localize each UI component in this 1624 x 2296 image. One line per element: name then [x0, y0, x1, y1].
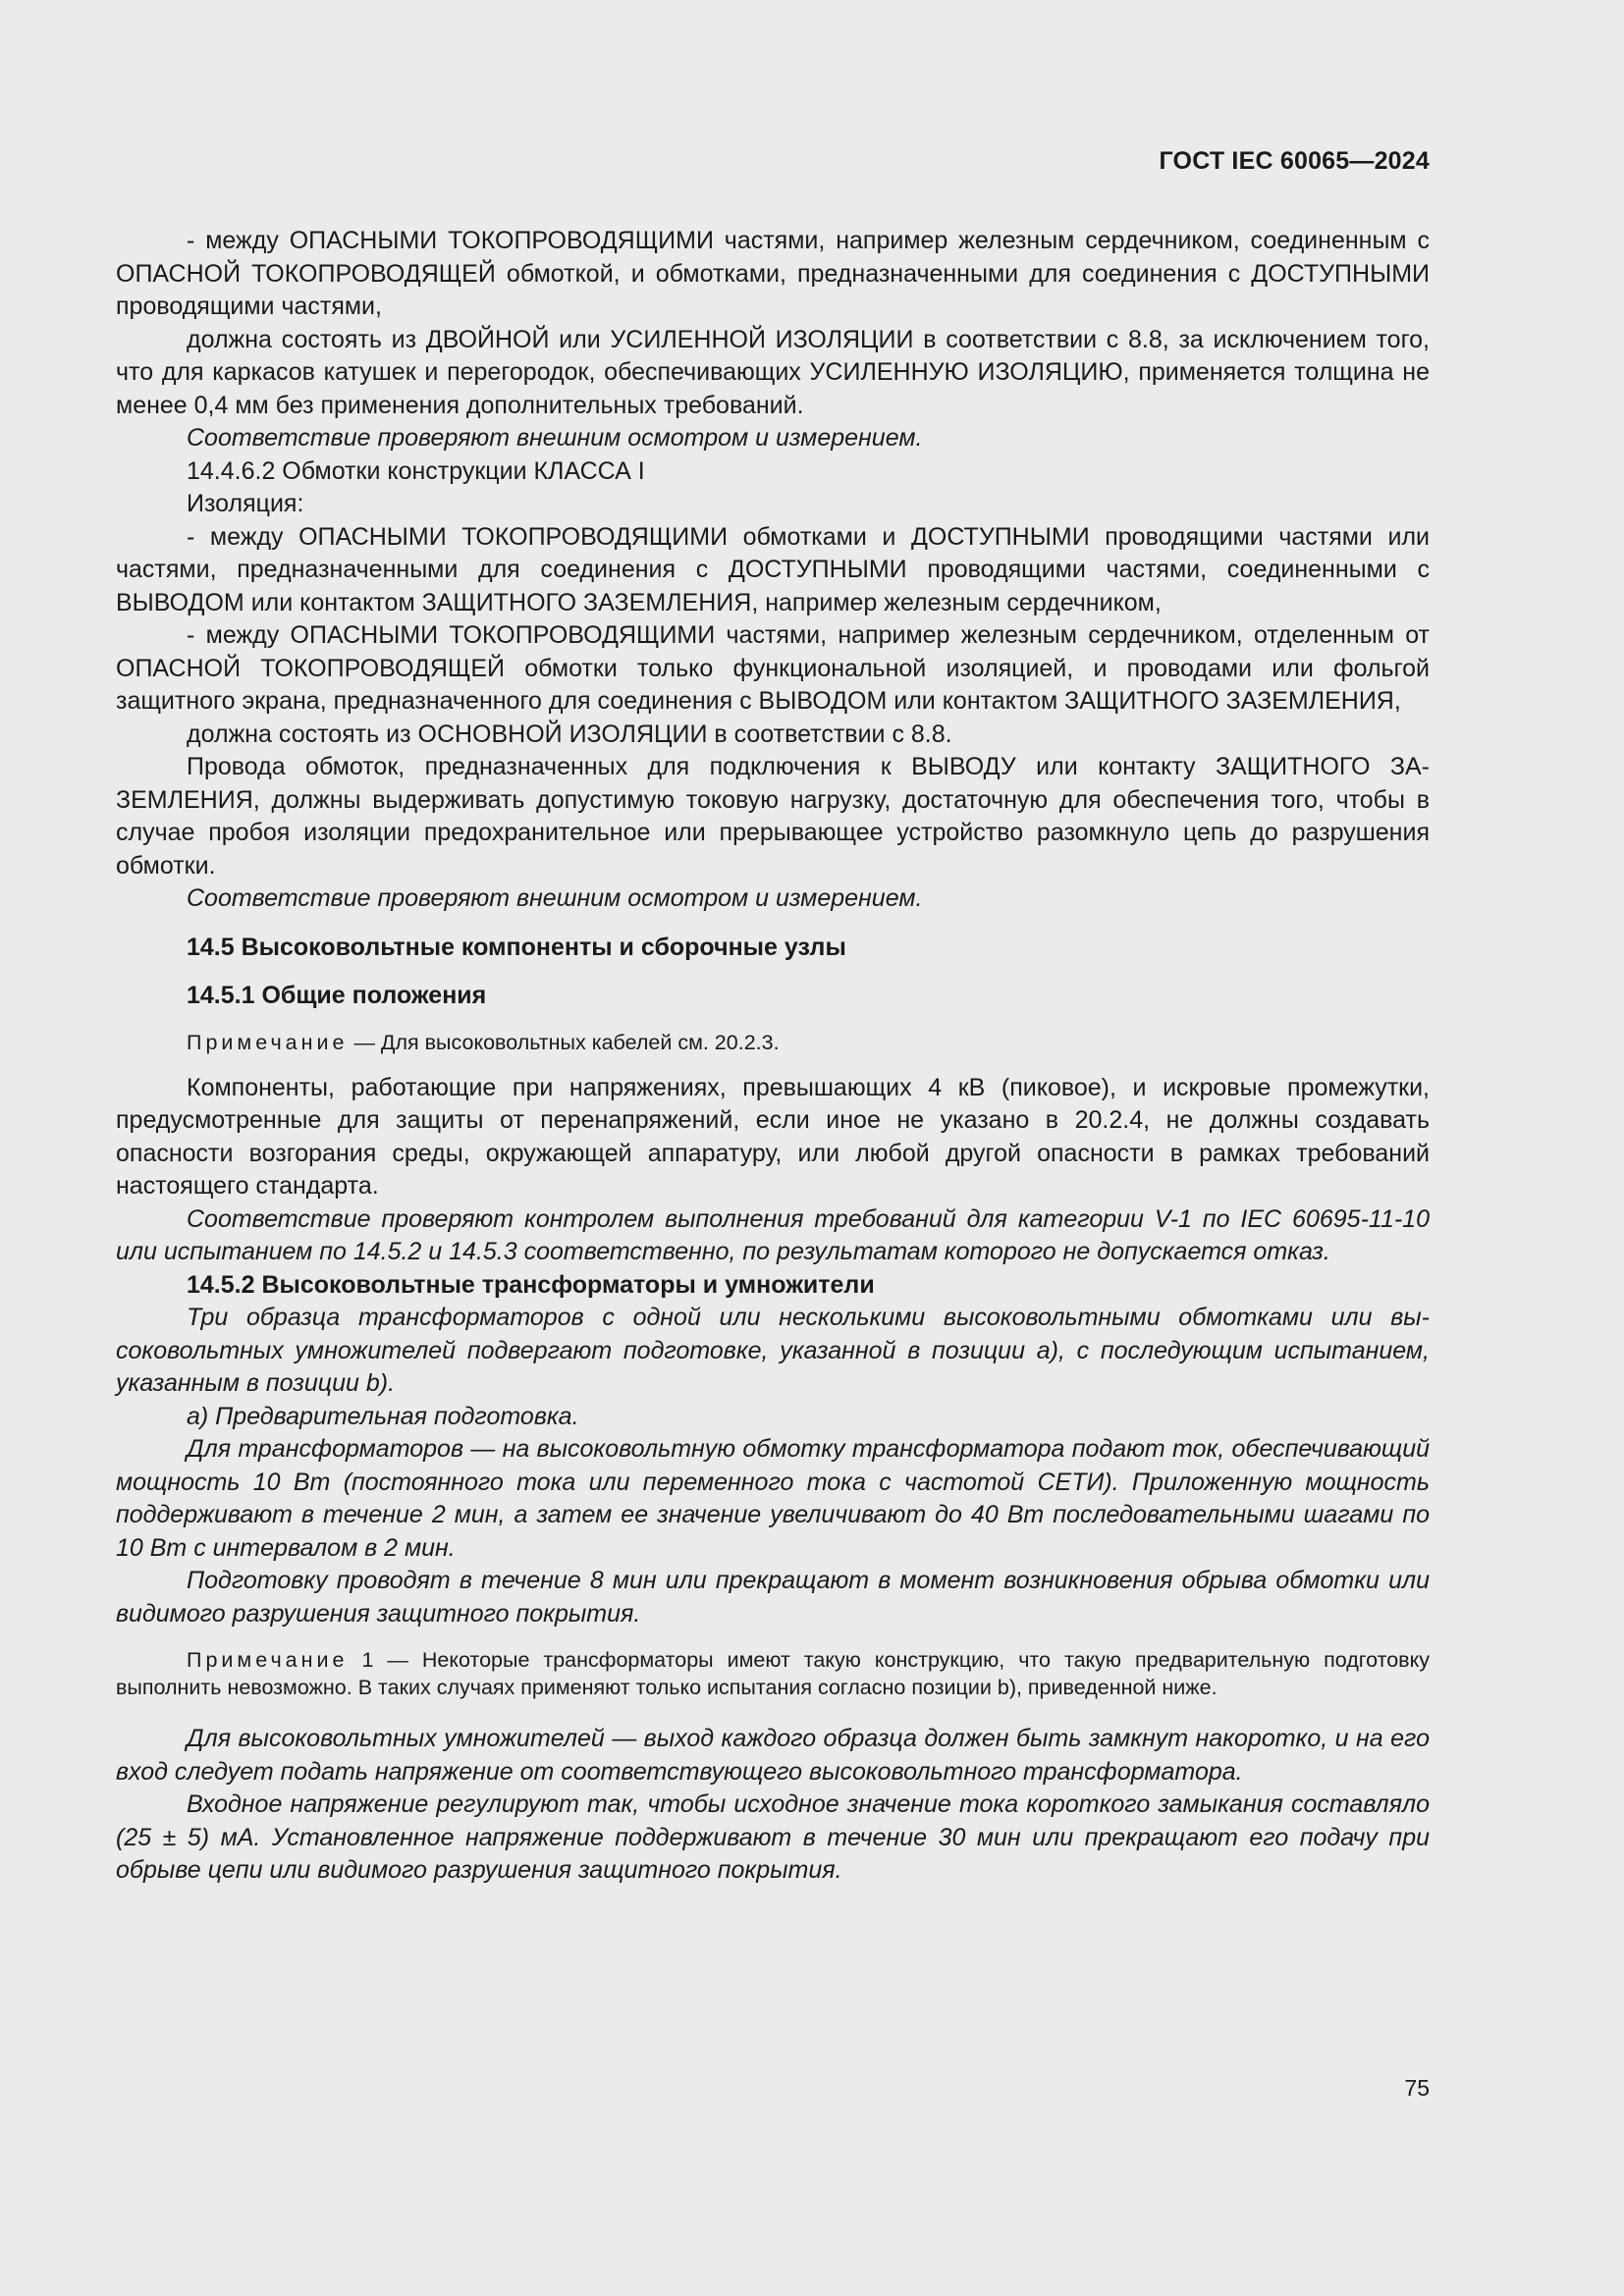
paragraph: Компоненты, работающие при напряжениях, превышающих 4 кВ (пиковое), и искровые промежутки, предусмотренные для защиты от перенапряжений, если иное не указано в 20.2.4, не должны создавать опасности возгорания среды, окружающей аппаратуру, или любой другой опасности в рамках требований настоящего стандарта. — [116, 1073, 1430, 1200]
paragraph: должна состоять из ДВОЙНОЙ или УСИЛЕННОЙ ИЗОЛЯЦИИ в соответствии с 8.8, за исключением того, что для каркасов катушек и перегородок, обеспечивающих УСИЛЕННУЮ ИЗОЛЯЦИЮ, применяется толщина не менее 0,4 мм без применения дополнительных требований. — [116, 325, 1430, 419]
note-label: Примечание — [187, 1648, 349, 1672]
compliance-paragraph: Соответствие проверяют внешним осмотром и измерением. — [187, 424, 923, 452]
note — [116, 1029, 1430, 1056]
test-paragraph: Для высоковольтных умножителей — выход каждого образца должен быть замкнут накоротко, и на его вход следует подать напряжение от соответствующего высоковольтного трансформатора. — [116, 1725, 1430, 1786]
section-heading: 14.5 Высоковольтные компоненты и сборочные узлы — [187, 933, 846, 961]
spacer — [116, 916, 1430, 932]
subsection-heading: 14.5.1 Общие положения — [187, 982, 487, 1009]
compliance-paragraph: Соответствие проверяют контролем выполнения требований для категории V-1 по IEC 60695-11-10 или испытанием по 14.5.2 и 14.5.3 соответственно, по результатам которого не допускается отказ. — [116, 1204, 1430, 1265]
spacer — [116, 964, 1430, 980]
document-body — [116, 225, 1430, 1888]
compliance-paragraph: Соответствие проверяют внешним осмотром и измерением. — [187, 884, 923, 912]
paragraph: - между ОПАСНЫМИ ТОКОПРОВОДЯЩИМИ частями, например железным сердечником, соединенным с ОПАСНОЙ ТОКОПРОВОДЯЩЕЙ обмоткой, и обмотками, предназначенными для соединения с ДОСТУПНЫМИ проводящими частями, — [116, 227, 1430, 320]
test-paragraph: Для трансформаторов — на высоковольтную обмотку трансформатора подают ток, обеспечивающий мощность 10 Вт (постоянного тока или переменного тока с частотой СЕТИ). Приложенную мощность поддерживают в течение 2 мин, а затем ее значение увеличивают до 40 Вт последовательными шагами по 10 Вт с интервалом в 2 мин. — [116, 1435, 1430, 1562]
subsection-heading: 14.5.2 Высоковольтные трансформаторы и умножители — [187, 1270, 875, 1299]
spacer — [116, 1630, 1430, 1646]
page-number: 75 — [1404, 2075, 1430, 2101]
note — [116, 1646, 1430, 1701]
clause-title: 14.4.6.2 Обмотки конструкции КЛАССА I — [187, 456, 645, 485]
paragraph: - между ОПАСНЫМИ ТОКОПРОВОДЯЩИМИ частями, например железным сердечником, отделенным от ОПАСНОЙ ТОКОПРОВОДЯЩЕЙ обмотки только функциональной изоляцией, и проводами или фольгой защитного экрана, предназначенного для соединения с ВЫВОДОМ или контактом ЗАЩИТНОГО ЗАЗЕМЛЕНИЯ, — [116, 621, 1430, 715]
spacer — [116, 1056, 1430, 1072]
spacer — [116, 1013, 1430, 1029]
paragraph: Изоляция: — [187, 490, 304, 517]
test-paragraph: Три образца трансформаторов с одной или несколькими высоковольтными обмотками или высоковольтных умножителей подвергают подготовке, указанной в позиции а), с последующим испытанием, указанным в позиции b). — [116, 1304, 1430, 1397]
spacer — [116, 1701, 1430, 1723]
page-header-standard: ГОСТ IEC 60065—2024 — [1159, 147, 1430, 175]
note-label: Примечание — [187, 1030, 349, 1054]
test-paragraph: Подготовку проводят в течение 8 мин или прекращают в момент возникновения обрыва обмотки или видимого разрушения защитного покрытия. — [116, 1567, 1430, 1628]
paragraph: Провода обмоток, предназначенных для подключения к ВЫВОДУ или контакту ЗАЩИТНОГО ЗАЗЕМЛЕНИЯ, должны выдерживать допустимую токовую нагрузку, достаточную для обеспечения того, чтобы в случае пробоя изоляции предохранительное или прерывающее устройство разомкнуло цепь до разрушения обмотки. — [116, 753, 1430, 880]
list-item: а) Предварительная подготовка. — [187, 1402, 579, 1430]
note-text: — Для высоковольтных кабелей см. 20.2.3. — [353, 1030, 780, 1054]
test-paragraph: Входное напряжение регулируют так, чтобы исходное значение тока короткого замыкания составляло (25 ± 5) мА. Установленное напряжение поддерживают в течение 30 мин или прекращают его подачу при обрыве цепи или видимого разрушения защитного покрытия. — [116, 1790, 1430, 1884]
note-text: 1 — Некоторые трансформаторы имеют такую конструкцию, что такую предварительную подготовку выполнить невозможно. В таких случаях применяют только испытания согласно позиции b), приведенной ниже. — [116, 1648, 1430, 1699]
paragraph: - между ОПАСНЫМИ ТОКОПРОВОДЯЩИМИ обмотками и ДОСТУПНЫМИ проводящими частями или частями, предназначенными для соединения с ДОСТУПНЫМИ проводящими частями, соединенными с ВЫВОДОМ или контактом ЗАЩИТНОГО ЗАЗЕМЛЕНИЯ, например железным сердечником, — [116, 522, 1430, 616]
paragraph: должна состоять из ОСНОВНОЙ ИЗОЛЯЦИИ в соответствии с 8.8. — [187, 720, 952, 748]
